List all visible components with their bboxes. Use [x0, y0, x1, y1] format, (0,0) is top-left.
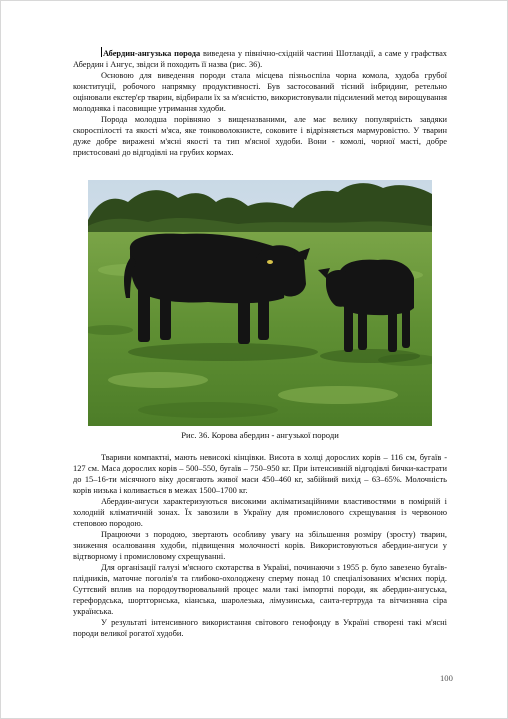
paragraph: Для організації галузі м'ясного скотарства в Україні, починаючи з 1955 р. було завезено бугаїв-плідників, маточне поголів'я та глибоко-охолоджену сперму понад 10 спеціалізованих м'ясних порід. Суттєвий вплив на породоутворювальний процес мали такі імпортні породи, як абердин-ангуська, герефордська, шортгорнська, кіанська, шаролезька, лімузинська, санта-гертруда та вітчизняна сіра українська. [73, 563, 447, 616]
bottom-text-block [73, 452, 447, 639]
paragraph: У результаті інтенсивного використання світового генофонду в Україні створені такі м'ясні породи великої рогатої худоби. [73, 618, 447, 638]
figure-caption: Рис. 36. Корова абердин - ангузької породи [181, 430, 339, 440]
text-cursor [101, 47, 102, 57]
cow-photo [88, 180, 432, 426]
paragraph: Абердин-ангуси характеризуються високими акліматизаційними властивостями в помірній і холодній кліматичній зонах. Їх завозили в Україну для промислового схрещування із червоною степовою породою. [73, 497, 447, 528]
page-number: 100 [440, 673, 453, 683]
paragraph: Тварини компактні, мають невисокі кінцівки. Висота в холці дорослих корів – 116 см, бугаїв - 127 см. Маса дорослих корів – 500–550, бугаїв – 750–950 кг. При інтенсивній відгодівлі бички-кастрати до 15–16-ти місячного віку досягають живої маси 450–460 кг, забійний вихід – 63–65%. Молочність корів низька і коливається в межах 1500–1700 кг. [73, 453, 447, 495]
breed-name: Абердин-ангузька порода [103, 49, 201, 58]
top-text-block [73, 47, 447, 158]
intro-paragraph [73, 47, 447, 70]
paragraph: Працюючи з породою, звертають особливу увагу на збільшення розміру (зросту) тварин, зниження осалювання худоби, підвищення молочності корів. Використовуються абердин-ангуси у відтворному і промисловому схрещуванні. [73, 530, 447, 561]
paragraph: Порода молодша порівняно з вищеназваними, але має велику популярність завдяки скороспілості та якості м'яса, яке тонковолокнисте, соковите і відрізняється мармуровістю. У тварин дуже добре виражені м'ясні якості та тип м'ясної худоби. Вони - комолі, чорної масті, добре пристосовані до відгодівлі на грубих кормах. [73, 115, 447, 157]
intro-text: виведена у північно-східній частині Шотландії, а саме у графствах Абердин і Ангус, звідси й походить її назва (рис. 36). [73, 49, 447, 69]
paragraph: Основою для виведення породи стала місцева пізньоспіла чорна комола, худоба грубої конституції, робочого напрямку продуктивності. Був застосований тісний інбридинг, ретельно оцінювали екстер'єр тварин, відбирали їх за м'ясністю, використовували підсилений метод вирощування молодняка і пасовищне утримання худоби. [73, 71, 447, 113]
